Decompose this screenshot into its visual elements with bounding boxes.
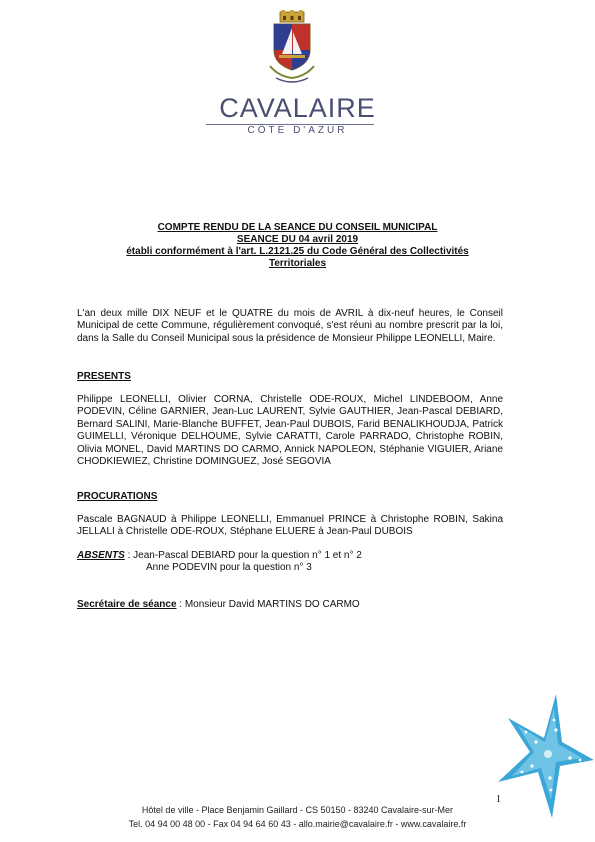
absents-label: ABSENTS	[77, 550, 125, 561]
page-number: 1	[496, 794, 501, 805]
footer-address: Hôtel de ville - Place Benjamin Gaillard - CS 50150 - 83240 Cavalaire-sur-Mer	[141, 805, 454, 815]
presents-list: Philippe LEONELLI, Olivier CORNA, Christelle ODE-ROUX, Michel LINDEBOOM, Anne PODEVIN, Céline GARNIER, Jean-Luc LAURENT, Sylvie GAUTHIER, Jean-Pascal DEBIARD, Bernard SALINI, Marie-Blanche BUFFET, Jean-Paul DUBOIS, Farid BENALIKHOUDJA, Patrick GUIMELLI, Véronique DELHOUME, Sylvie CARATTI, Carole PARRADO, Christophe ROBIN, Olivia MONEL, David MARTINS DO CARMO, Annick NAPOLEON, Stéphanie VIGUIER, Ariane CHODKIEWIEZ, Christine DOMINGUEZ, José SEGOVIA	[77, 394, 503, 468]
absents-line-2: Anne PODEVIN pour la question n° 3	[146, 562, 312, 574]
secretaire-block	[77, 599, 503, 611]
procurations-list: Pascale BAGNAUD à Philippe LEONELLI, Emmanuel PRINCE à Christophe ROBIN, Sakina JELLALI à Christelle ODE-ROUX, Stéphane ELUERE à Jean-Paul DUBOIS	[77, 514, 503, 538]
secretaire-label: Secrétaire de séance	[77, 599, 177, 610]
presents-heading: PRESENTS	[77, 371, 131, 382]
footer-contact: Tel. 04 94 00 48 00 - Fax 04 94 64 60 43 - allo.mairie@cavalaire.fr - www.cavalaire.fr	[128, 819, 467, 829]
procurations-heading: PROCURATIONS	[77, 491, 158, 502]
title-line-2: SEANCE DU 04 avril 2019	[236, 234, 359, 245]
secretaire-value: : Monsieur David MARTINS DO CARMO	[176, 599, 360, 610]
absents-block	[77, 550, 503, 575]
document-title	[0, 222, 595, 270]
brand-subtitle: CÔTE D'AZUR	[247, 125, 348, 136]
brand-name: CAVALAIRE	[219, 93, 376, 123]
intro-paragraph: L'an deux mille DIX NEUF et le QUATRE du mois de AVRIL à dix-neuf heures, le Conseil Municipal de cette Commune, régulièrement convoqué, s'est réuni au nombre prescrit par la loi, dans la Salle du Conseil Municipal sous la présidence de Monsieur Philippe LEONELLI, Maire.	[77, 308, 503, 344]
title-line-1: COMPTE RENDU DE LA SEANCE DU CONSEIL MUNICIPAL	[157, 222, 438, 233]
title-line-4: Territoriales	[268, 258, 327, 269]
coat-of-arms-logo	[262, 10, 322, 88]
starfish-icon	[494, 690, 595, 820]
absents-line-1: : Jean-Pascal DEBIARD pour la question n° 1 et n° 2	[124, 550, 362, 561]
title-line-3: établi conformément à l'art. L.2121.25 du Code Général des Collectivités	[126, 246, 469, 257]
